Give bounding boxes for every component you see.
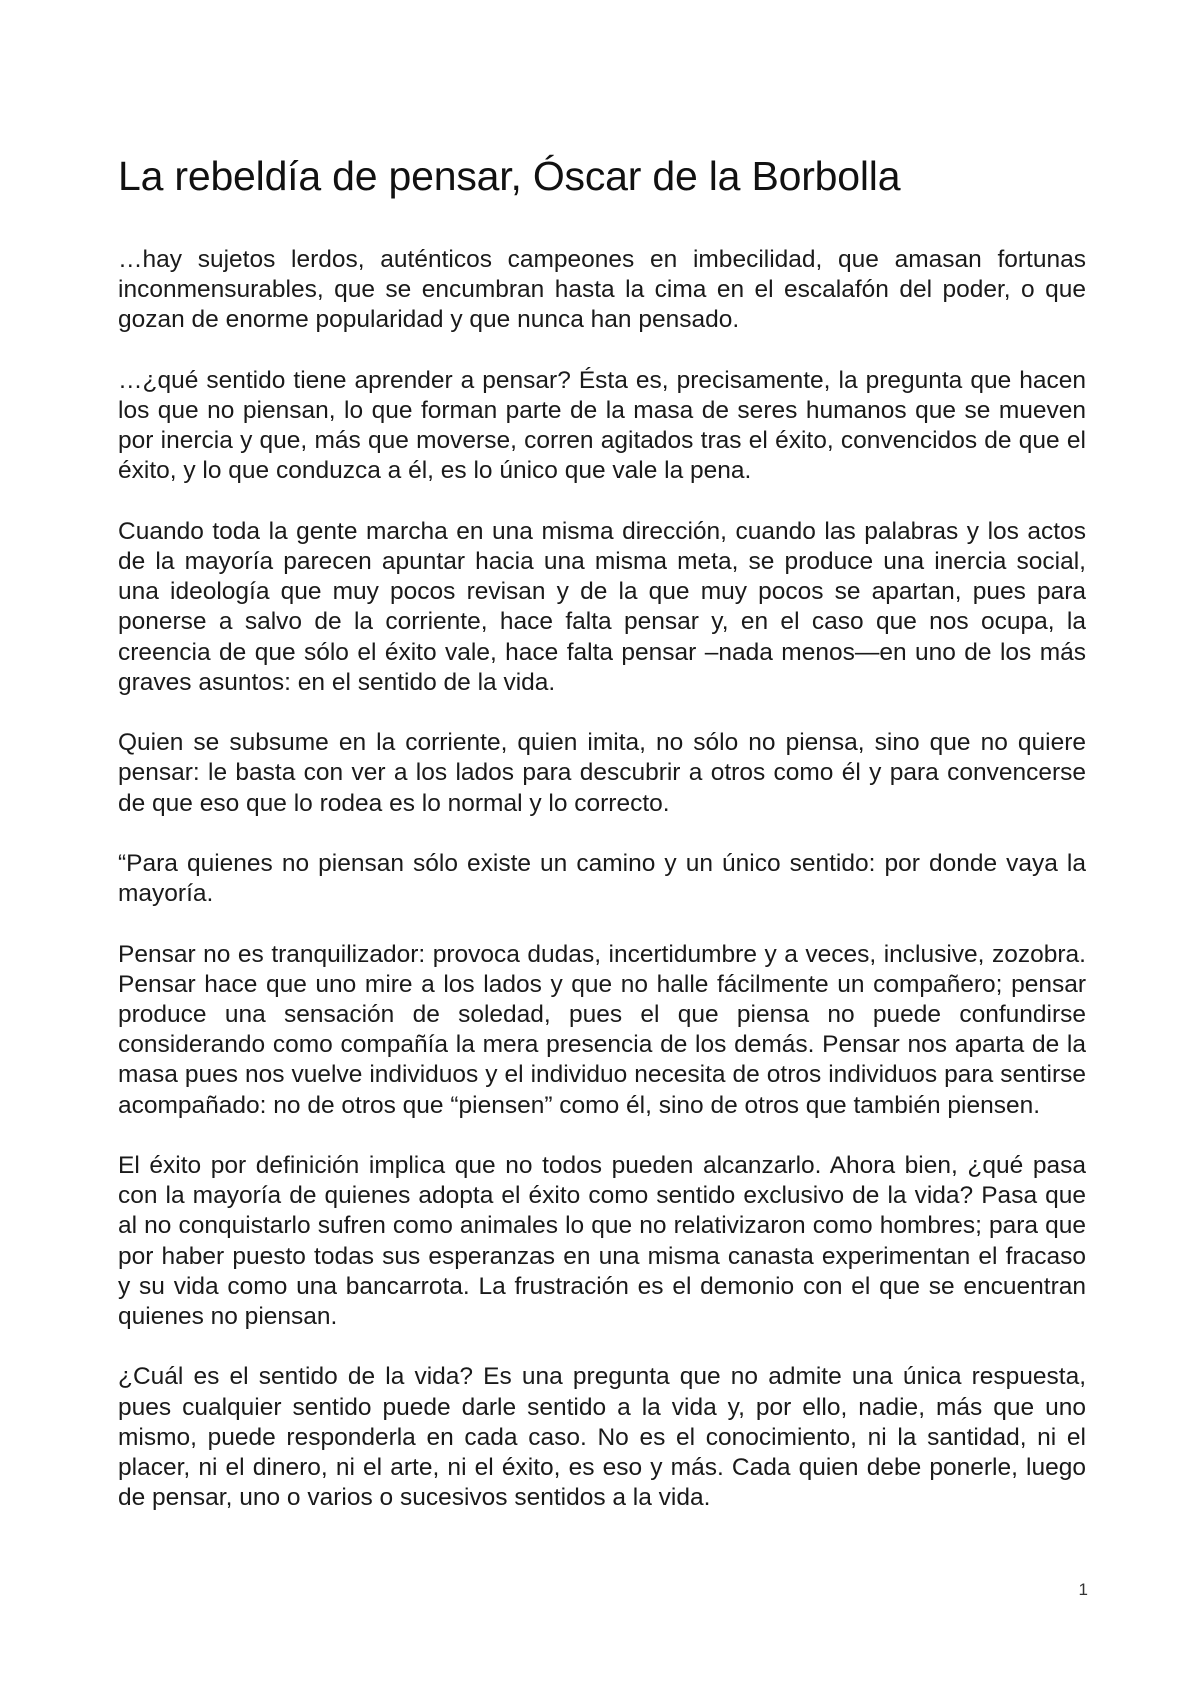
- paragraph: …hay sujetos lerdos, auténticos campeones en imbecilidad, que amasan fortunas inconmensurables, que se encumbran hasta la cima en el escalafón del poder, o que gozan de enorme popularidad y que nunca han pensado.: [118, 246, 1086, 334]
- document-body: [118, 245, 1086, 1513]
- paragraph: ¿Cuál es el sentido de la vida? Es una pregunta que no admite una única respuesta, pues cualquier sentido puede darle sentido a la vida y, por ello, nadie, más que uno mismo, puede responderla en cada caso. No es el conocimiento, ni la santidad, ni el placer, ni el dinero, ni el arte, ni el éxito, es eso y más. Cada quien debe ponerle, luego de pensar, uno o varios o sucesivos sentidos a la vida.: [118, 1363, 1086, 1512]
- document-title: La rebeldía de pensar, Óscar de la Borbolla: [118, 153, 901, 199]
- paragraph: …¿qué sentido tiene aprender a pensar? Ésta es, precisamente, la pregunta que hacen los que no piensan, lo que forman parte de la masa de seres humanos que se mueven por inercia y que, más que moverse, corren agitados tras el éxito, convencidos de que el éxito, y lo que conduzca a él, es lo único que vale la pena.: [118, 366, 1086, 485]
- paragraph: Cuando toda la gente marcha en una misma dirección, cuando las palabras y los actos de la mayoría parecen apuntar hacia una misma meta, se produce una inercia social, una ideología que muy pocos revisan y de la que muy pocos se apartan, pues para ponerse a salvo de la corriente, hace falta pensar y, en el caso que nos ocupa, la creencia de que sólo el éxito vale, hace falta pensar –nada menos—en uno de los más graves asuntos: en el sentido de la vida.: [118, 517, 1086, 696]
- paragraph: El éxito por definición implica que no todos pueden alcanzarlo. Ahora bien, ¿qué pasa con la mayoría de quienes adopta el éxito como sentido exclusivo de la vida? Pasa que al no conquistarlo sufren como animales lo que no relativizaron como hombres; para que por haber puesto todas sus esperanzas en una misma canasta experimentan el fracaso y su vida como una bancarrota. La frustración es el demonio con el que se encuentran quienes no piensan.: [118, 1152, 1086, 1331]
- paragraph: Quien se subsume en la corriente, quien imita, no sólo no piensa, sino que no quiere pensar: le basta con ver a los lados para descubrir a otros como él y para convencerse de que eso que lo rodea es lo normal y lo correcto.: [118, 729, 1086, 817]
- paragraph: Pensar no es tranquilizador: provoca dudas, incertidumbre y a veces, inclusive, zozobra. Pensar hace que uno mire a los lados y que no halle fácilmente un compañero; pensar produce una sensación de soledad, pues el que piensa no puede confundirse considerando como compañía la mera presencia de los demás. Pensar nos aparta de la masa pues nos vuelve individuos y el individuo necesita de otros individuos para sentirse acompañado: no de otros que “piensen” como él, sino de otros que también piensen.: [118, 940, 1086, 1119]
- paragraph: “Para quienes no piensan sólo existe un camino y un único sentido: por donde vaya la mayoría.: [118, 850, 1086, 908]
- page-number: 1: [1078, 1580, 1088, 1599]
